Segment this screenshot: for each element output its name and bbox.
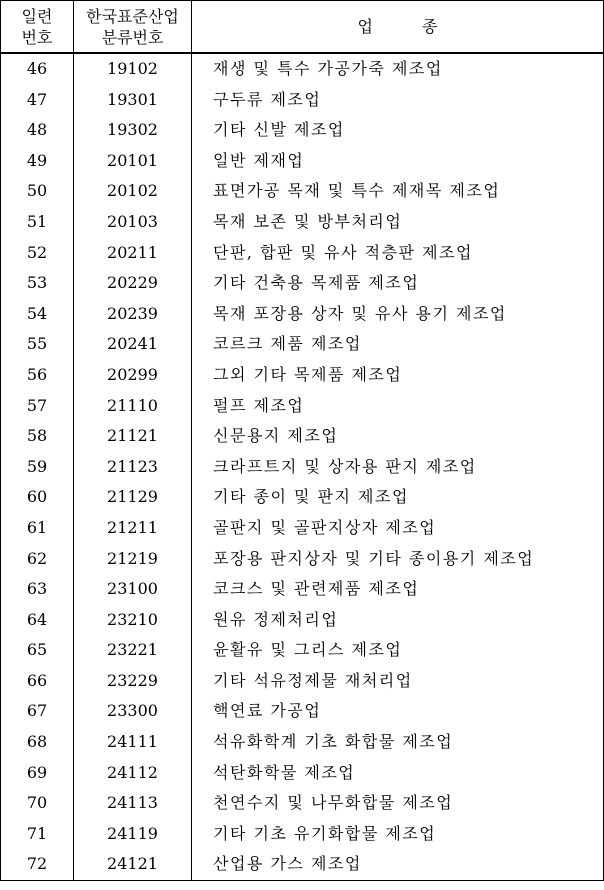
serial-number-cell: 71 <box>1 819 74 850</box>
classification-code-cell: 20229 <box>74 268 192 299</box>
table-row <box>1 727 604 758</box>
classification-code-cell: 24111 <box>74 727 192 758</box>
industry-name-cell: 석탄화학물 제조업 <box>192 758 604 789</box>
serial-number-cell: 60 <box>1 482 74 513</box>
industry-name-cell: 골판지 및 골판지상자 제조업 <box>192 513 604 544</box>
classification-code-cell: 24121 <box>74 849 192 880</box>
table-header <box>1 1 604 54</box>
table-row <box>1 299 604 330</box>
industry-name-cell: 석유화학계 기초 화합물 제조업 <box>192 727 604 758</box>
table-row <box>1 758 604 789</box>
classification-code-cell: 23100 <box>74 574 192 605</box>
serial-number-cell: 53 <box>1 268 74 299</box>
serial-number-cell: 49 <box>1 146 74 177</box>
table-row <box>1 238 604 269</box>
classification-code-cell: 19301 <box>74 85 192 116</box>
serial-number-cell: 52 <box>1 238 74 269</box>
classification-code-cell: 24112 <box>74 758 192 789</box>
table-row <box>1 360 604 391</box>
industry-name-cell: 표면가공 목재 및 특수 제재목 제조업 <box>192 176 604 207</box>
table-row <box>1 452 604 483</box>
industry-name-cell: 코크스 및 관련제품 제조업 <box>192 574 604 605</box>
classification-code-cell: 21129 <box>74 482 192 513</box>
classification-code-cell: 21123 <box>74 452 192 483</box>
header-classification-code <box>74 1 192 54</box>
industry-name-cell: 구두류 제조업 <box>192 85 604 116</box>
table-row <box>1 53 604 85</box>
serial-number-cell: 67 <box>1 696 74 727</box>
serial-number-cell: 50 <box>1 176 74 207</box>
industry-name-cell: 그외 기타 목제품 제조업 <box>192 360 604 391</box>
classification-code-cell: 23210 <box>74 605 192 636</box>
header-classification-code-label: 한국표준산업 분류번호 <box>86 6 179 47</box>
classification-code-cell: 20299 <box>74 360 192 391</box>
table-row <box>1 666 604 697</box>
table-row <box>1 788 604 819</box>
serial-number-cell: 51 <box>1 207 74 238</box>
table-row <box>1 696 604 727</box>
header-industry-label: 업 종 <box>357 17 460 36</box>
industry-name-cell: 단판, 합판 및 유사 적층판 제조업 <box>192 238 604 269</box>
table-row <box>1 391 604 422</box>
industry-name-cell: 일반 제재업 <box>192 146 604 177</box>
table-row <box>1 329 604 360</box>
table-row <box>1 85 604 116</box>
serial-number-cell: 64 <box>1 605 74 636</box>
serial-number-cell: 59 <box>1 452 74 483</box>
serial-number-cell: 65 <box>1 635 74 666</box>
industry-name-cell: 원유 정제처리업 <box>192 605 604 636</box>
serial-number-cell: 68 <box>1 727 74 758</box>
table-row <box>1 635 604 666</box>
classification-code-cell: 20103 <box>74 207 192 238</box>
industry-name-cell: 목재 포장용 상자 및 유사 용기 제조업 <box>192 299 604 330</box>
serial-number-cell: 63 <box>1 574 74 605</box>
serial-number-cell: 61 <box>1 513 74 544</box>
classification-code-cell: 21110 <box>74 391 192 422</box>
industry-name-cell: 산업용 가스 제조업 <box>192 849 604 880</box>
serial-number-cell: 72 <box>1 849 74 880</box>
serial-number-cell: 66 <box>1 666 74 697</box>
classification-code-cell: 20239 <box>74 299 192 330</box>
serial-number-cell: 46 <box>1 53 74 85</box>
table-row <box>1 574 604 605</box>
classification-code-cell: 20101 <box>74 146 192 177</box>
industry-name-cell: 기타 기초 유기화합물 제조업 <box>192 819 604 850</box>
classification-code-cell: 21219 <box>74 544 192 575</box>
classification-code-cell: 20241 <box>74 329 192 360</box>
header-serial-number <box>1 1 74 54</box>
serial-number-cell: 58 <box>1 421 74 452</box>
industry-name-cell: 기타 건축용 목제품 제조업 <box>192 268 604 299</box>
industry-name-cell: 코르크 제품 제조업 <box>192 329 604 360</box>
header-industry <box>192 1 604 54</box>
classification-code-cell: 21121 <box>74 421 192 452</box>
table-row <box>1 544 604 575</box>
industry-name-cell: 핵연료 가공업 <box>192 696 604 727</box>
serial-number-cell: 57 <box>1 391 74 422</box>
industry-name-cell: 신문용지 제조업 <box>192 421 604 452</box>
header-serial-number-label: 일련 번호 <box>21 6 53 47</box>
table-row <box>1 115 604 146</box>
table-row <box>1 207 604 238</box>
serial-number-cell: 55 <box>1 329 74 360</box>
classification-code-cell: 19302 <box>74 115 192 146</box>
classification-code-cell: 24119 <box>74 819 192 850</box>
classification-code-cell: 23300 <box>74 696 192 727</box>
serial-number-cell: 70 <box>1 788 74 819</box>
classification-code-cell: 23229 <box>74 666 192 697</box>
classification-code-cell: 21211 <box>74 513 192 544</box>
industry-name-cell: 기타 종이 및 판지 제조업 <box>192 482 604 513</box>
serial-number-cell: 54 <box>1 299 74 330</box>
industry-name-cell: 재생 및 특수 가공가죽 제조업 <box>192 53 604 85</box>
classification-code-cell: 23221 <box>74 635 192 666</box>
classification-code-cell: 20211 <box>74 238 192 269</box>
industry-name-cell: 기타 석유정제물 재처리업 <box>192 666 604 697</box>
table-row <box>1 849 604 880</box>
table-row <box>1 819 604 850</box>
classification-code-cell: 24113 <box>74 788 192 819</box>
table-row <box>1 482 604 513</box>
table-row <box>1 605 604 636</box>
industry-name-cell: 포장용 판지상자 및 기타 종이용기 제조업 <box>192 544 604 575</box>
industry-name-cell: 윤활유 및 그리스 제조업 <box>192 635 604 666</box>
industry-name-cell: 천연수지 및 나무화합물 제조업 <box>192 788 604 819</box>
classification-code-cell: 19102 <box>74 53 192 85</box>
table-row <box>1 421 604 452</box>
industry-name-cell: 크라프트지 및 상자용 판지 제조업 <box>192 452 604 483</box>
table-row <box>1 146 604 177</box>
industry-name-cell: 펄프 제조업 <box>192 391 604 422</box>
serial-number-cell: 48 <box>1 115 74 146</box>
table-body <box>1 53 604 881</box>
header-row <box>1 1 604 54</box>
serial-number-cell: 69 <box>1 758 74 789</box>
serial-number-cell: 47 <box>1 85 74 116</box>
industry-name-cell: 기타 신발 제조업 <box>192 115 604 146</box>
serial-number-cell: 56 <box>1 360 74 391</box>
table-row <box>1 176 604 207</box>
table-row <box>1 268 604 299</box>
serial-number-cell: 62 <box>1 544 74 575</box>
industry-name-cell: 목재 보존 및 방부처리업 <box>192 207 604 238</box>
classification-code-cell: 20102 <box>74 176 192 207</box>
table-row <box>1 513 604 544</box>
